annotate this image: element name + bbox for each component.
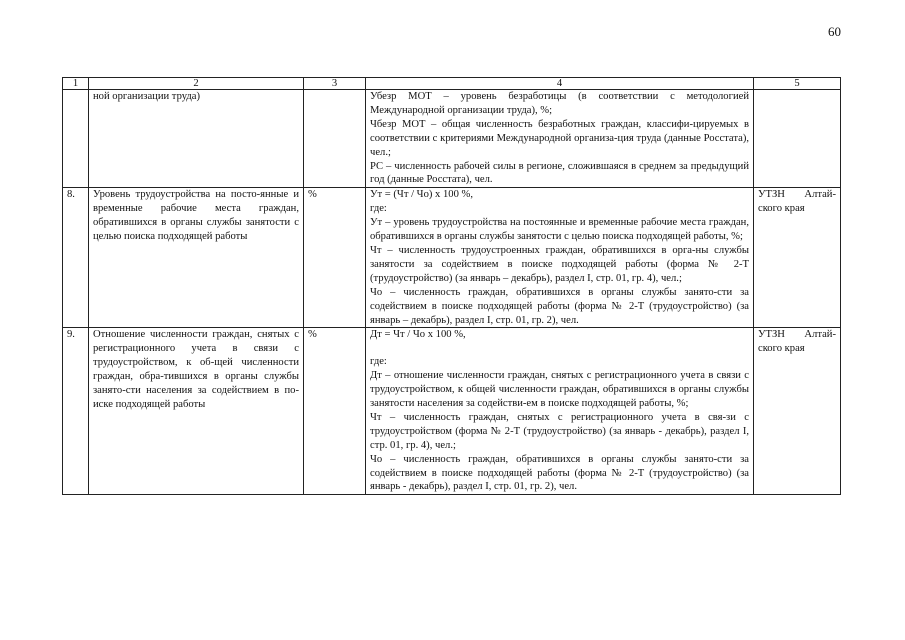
method-paragraph: Чо – численность граждан, обратившихся в органы службы занято-сти за содействием в поиске подходящей работы (форма № 2-Т (трудоустройство) (за январь – декабрь), раздел I, стр. 01, гр. 2), чел. bbox=[370, 286, 749, 326]
method-cell bbox=[366, 188, 754, 328]
method-paragraph: Чт – численность граждан, снятых с регистрационного учета в свя-зи с трудоустройством (форма № 2-Т (трудоустройство) (за январь - декабрь), раздел I, стр. 01, гр. 4), чел.; bbox=[370, 411, 749, 451]
header-cell-2: 2 bbox=[89, 78, 304, 90]
table-row bbox=[63, 90, 841, 188]
indicator-name-cell: ной организации труда) bbox=[89, 90, 304, 188]
table-row bbox=[63, 328, 841, 495]
header-cell-5: 5 bbox=[754, 78, 841, 90]
table-header-row bbox=[63, 78, 841, 90]
source-cell: УТЗН Алтай-ского края bbox=[754, 188, 841, 328]
formula: Дт = Чт / Чо х 100 %, bbox=[370, 329, 466, 341]
unit-cell: % bbox=[304, 328, 366, 495]
source-cell: УТЗН Алтай-ского края bbox=[754, 328, 841, 495]
method-paragraph: Убезр МОТ – уровень безработицы (в соответствии с методологией Международной организации труда), %; bbox=[370, 91, 749, 116]
spacer bbox=[370, 342, 749, 355]
page-number: 60 bbox=[828, 24, 841, 39]
method-paragraph: Ут – уровень трудоустройства на постоянные и временные рабочие места граждан, обратившихся в органы службы занятости с целью поиска подходящей работы, %; bbox=[370, 217, 749, 243]
method-paragraph: Дт – отношение численности граждан, снятых с регистрационного учета в связи с трудоустройством, к общей численности граждан, обратившихся в органы службы занятости населения за содействи-ем в поиске подходящей работы, %; bbox=[370, 370, 749, 410]
table-row bbox=[63, 188, 841, 328]
method-paragraph: Чт – численность трудоустроенных граждан, обратившихся в орга-ны службы занятости за содействием в поиске подходящей работы (форма № 2-Т (трудоустройство) (за январь – декабрь), раздел I, стр. 01, гр. 4), чел.; bbox=[370, 244, 749, 284]
row-number-cell: 9. bbox=[63, 328, 89, 495]
method-cell bbox=[366, 328, 754, 495]
indicator-table bbox=[62, 77, 841, 495]
row-number-cell bbox=[63, 90, 89, 188]
unit-cell: % bbox=[304, 188, 366, 328]
source-cell bbox=[754, 90, 841, 188]
indicator-name-cell: Отношение численности граждан, снятых с регистрационного учета в связи с трудоустройством, к об-щей численности граждан, обра-тившихся в органы службы занято-сти населения за содействием в по-иске подходящей работы bbox=[89, 328, 304, 495]
unit-cell bbox=[304, 90, 366, 188]
row-number-cell: 8. bbox=[63, 188, 89, 328]
method-paragraph: где: bbox=[370, 356, 387, 368]
method-paragraph: где: bbox=[370, 203, 387, 215]
method-paragraph: Чбезр МОТ – общая численность безработных граждан, классифи-цируемых в соответствии с критериями Международной организа-ция труда (данные Росстата), чел.; bbox=[370, 118, 749, 158]
header-cell-1: 1 bbox=[63, 78, 89, 90]
method-paragraph: РС – численность рабочей силы в регионе, сложившаяся в среднем за предыдущий год (данные Росстата), чел. bbox=[370, 160, 749, 186]
method-cell bbox=[366, 90, 754, 188]
header-cell-3: 3 bbox=[304, 78, 366, 90]
formula: Ут = (Чт / Чо) х 100 %, bbox=[370, 189, 473, 201]
indicator-name-cell: Уровень трудоустройства на посто-янные и временные рабочие места граждан, обратившихся в органы службы занятости с целью поиска подходящей работы bbox=[89, 188, 304, 328]
header-cell-4: 4 bbox=[366, 78, 754, 90]
method-paragraph: Чо – численность граждан, обратившихся в органы службы занято-сти за содействием в поиске подходящей работы (форма № 2-Т (трудоустройство) (за январь - декабрь), раздел I, стр. 01, гр. 2), чел. bbox=[370, 453, 749, 493]
